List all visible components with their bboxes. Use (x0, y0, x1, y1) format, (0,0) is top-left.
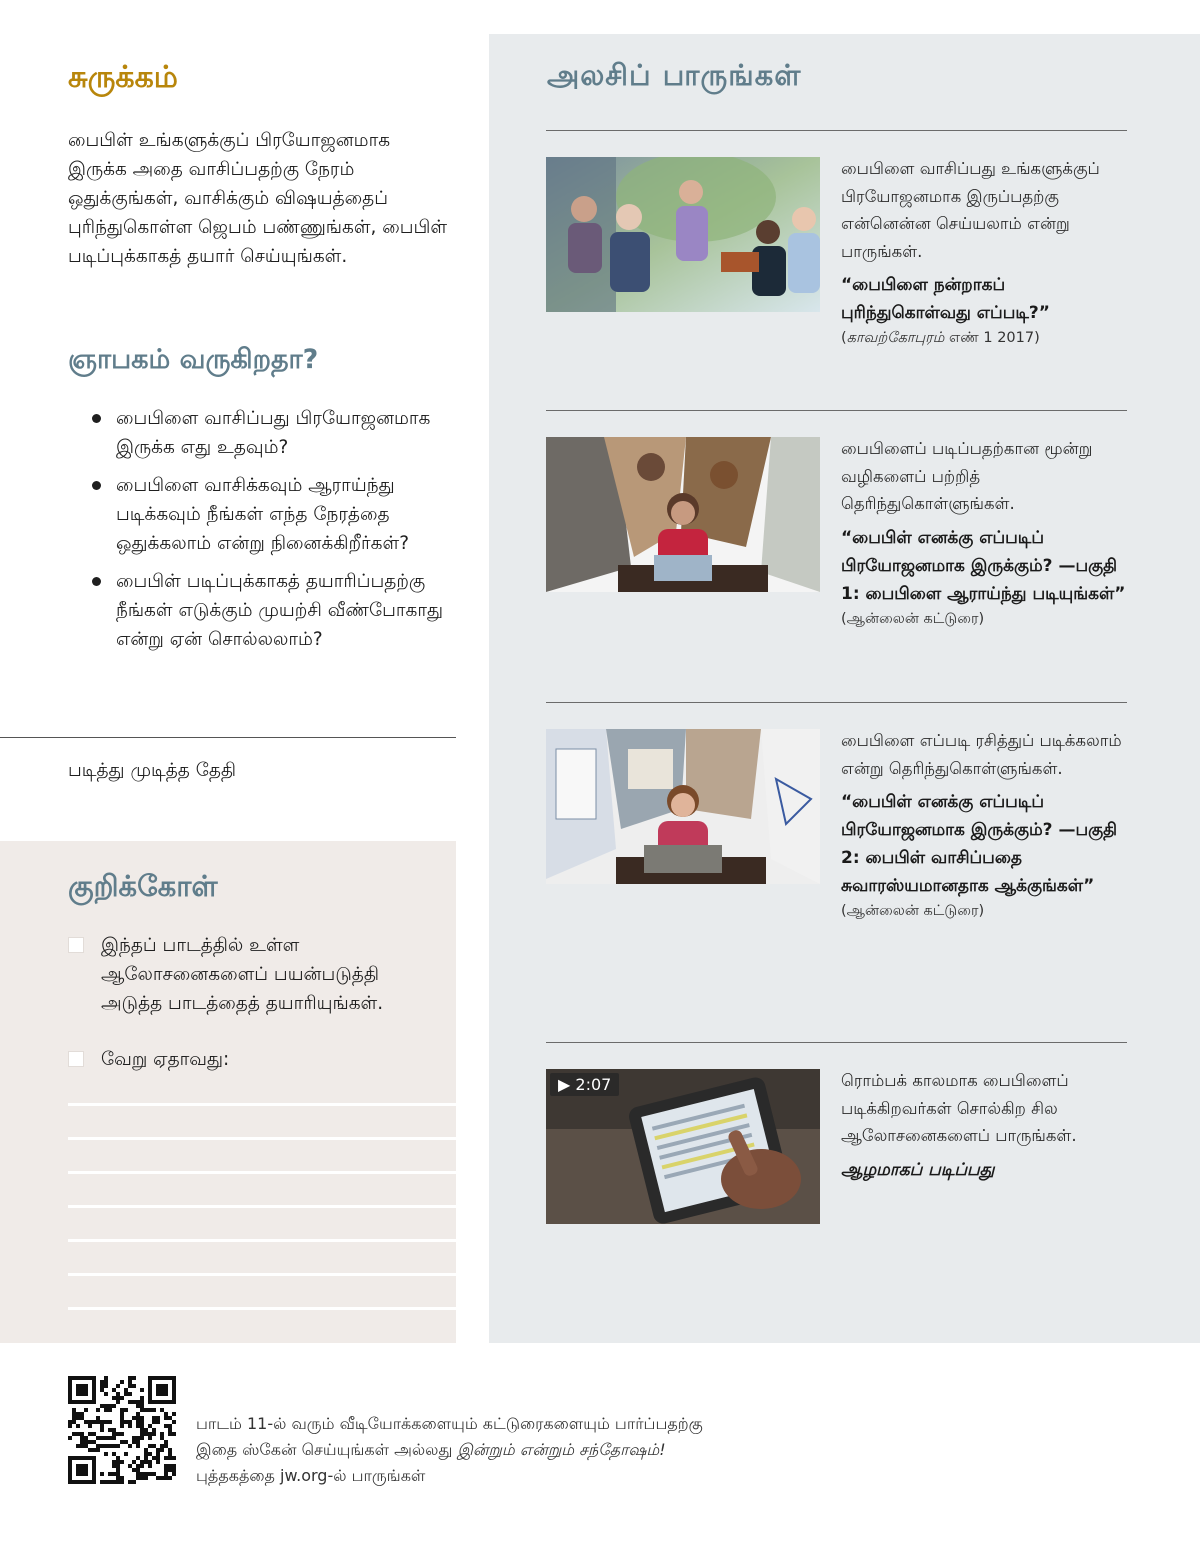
article-description: பைபிளை எப்படி ரசித்துப் படிக்கலாம் என்று தெரிந்துகொள்ளுங்கள். (841, 731, 1122, 778)
video-thumbnail[interactable] (546, 1069, 820, 1224)
video-link[interactable]: ஆழமாகப் படிப்பது (841, 1159, 995, 1180)
video-description: ரொம்பக் காலமாக பைபிளைப் படிக்கிறவர்கள் சொல்கிற சில ஆலோசனைகளைப் பாருங்கள். (841, 1071, 1077, 1145)
video-entry (841, 1067, 1131, 1184)
bullet-icon (92, 481, 101, 490)
goal-title: குறிக்கோள் (68, 869, 218, 903)
goal-item-text: வேறு ஏதாவது: (101, 1049, 230, 1070)
article-source: (ஆன்லைன் கட்டுரை) (841, 610, 985, 627)
goal-item (68, 931, 438, 1018)
goal-item-other (68, 1045, 438, 1074)
divider (546, 130, 1127, 131)
recall-item (90, 404, 460, 462)
write-in-line[interactable] (68, 1103, 456, 1106)
bullet-icon (92, 577, 101, 586)
recall-item-text: பைபிள் படிப்புக்காகத் தயாரிப்பதற்கு நீங்கள் எடுக்கும் முயற்சி வீண்போகாது என்று ஏன் சொல்லலாம்? (116, 571, 444, 650)
write-in-line[interactable] (68, 1205, 456, 1208)
completion-date-label[interactable]: படித்து முடித்த தேதி (68, 760, 237, 781)
goal-checkbox[interactable] (68, 1051, 84, 1067)
write-in-line[interactable] (68, 1171, 456, 1174)
explore-panel (489, 34, 1200, 1343)
explore-title: அலசிப் பாருங்கள் (547, 58, 802, 92)
book-title: இன்றும் என்றும் சந்தோஷம்! (457, 1440, 666, 1459)
recall-item-text: பைபிளை வாசிப்பது பிரயோஜனமாக இருக்க எது உதவும்? (116, 408, 431, 458)
article-description: பைபிளைப் படிப்பதற்கான மூன்று வழிகளைப் பற்றித் தெரிந்துகொள்ளுங்கள். (841, 439, 1093, 513)
article-link[interactable]: “பைபிளை நன்றாகப் புரிந்துகொள்வது எப்படி?” (841, 275, 1050, 323)
article-link[interactable]: “பைபிள் எனக்கு எப்படிப் பிரயோஜனமாக இருக்கும்? —பகுதி 1: பைபிளை ஆராய்ந்து படியுங்கள்” (841, 527, 1126, 604)
footer-text-part2: புத்தகத்தை jw.org-ல் பாருங்கள் (196, 1466, 426, 1485)
write-in-line[interactable] (68, 1273, 456, 1276)
write-in-line[interactable] (68, 1239, 456, 1242)
video-duration-badge: ▶ 2:07 (550, 1073, 619, 1096)
article-entry (841, 435, 1131, 630)
qr-code[interactable] (68, 1376, 176, 1484)
divider (546, 1042, 1127, 1043)
divider (546, 410, 1127, 411)
recall-item-text: பைபிளை வாசிக்கவும் ஆராய்ந்து படிக்கவும் நீங்கள் எந்த நேரத்தை ஒதுக்கலாம் என்று நினைக்கிறீர்கள்? (116, 475, 410, 554)
article-entry (841, 155, 1131, 349)
write-in-line[interactable] (68, 1307, 456, 1310)
article-source: (காவற்கோபுரம் எண் 1 2017) (841, 330, 1040, 346)
article-entry (841, 727, 1131, 922)
publication-title: காவற்கோபுரம் (846, 330, 945, 346)
summary-text: பைபிள் உங்களுக்குப் பிரயோஜனமாக இருக்க அதை வாசிப்பதற்கு நேரம் ஒதுக்குங்கள், வாசிக்கும் விஷயத்தைப் புரிந்துகொள்ள ஜெபம் பண்ணுங்கள், பைபிள் படிப்புக்காகத் தயார் செய்யுங்கள். (68, 130, 448, 267)
recall-item (90, 567, 460, 654)
article-thumbnail[interactable] (546, 729, 820, 884)
article-source: (ஆன்லைன் கட்டுரை) (841, 903, 985, 919)
divider (546, 702, 1127, 703)
article-link[interactable]: “பைபிள் எனக்கு எப்படிப் பிரயோஜனமாக இருக்கும்? —பகுதி 2: பைபிள் வாசிப்பதை சுவாரஸ்யமானதாக ஆக்குங்கள்” (841, 792, 1118, 896)
footer-text (196, 1411, 716, 1489)
goal-panel (0, 841, 456, 1343)
goal-item-text: இந்தப் பாடத்தில் உள்ள ஆலோசனைகளைப் பயன்படுத்தி அடுத்த பாடத்தைத் தயாரியுங்கள். (101, 935, 384, 1014)
recall-title: ஞாபகம் வருகிறதா? (68, 344, 319, 375)
goal-checkbox[interactable] (68, 937, 84, 953)
bullet-icon (92, 414, 101, 423)
recall-item (90, 471, 460, 558)
summary-title: சுருக்கம் (68, 60, 178, 95)
article-thumbnail[interactable] (546, 437, 820, 592)
footer-text-part1: பாடம் 11-ல் வரும் வீடியோக்களையும் கட்டுரைகளையும் பார்ப்பதற்கு இதை ஸ்கேன் செய்யுங்கள் அல்லது (196, 1414, 703, 1459)
article-description: பைபிளை வாசிப்பது உங்களுக்குப் பிரயோஜனமாக இருப்பதற்கு என்னென்ன செய்யலாம் என்று பாருங்கள். (841, 159, 1100, 261)
article-thumbnail[interactable] (546, 157, 820, 312)
write-in-line[interactable] (68, 1137, 456, 1140)
divider (0, 737, 456, 738)
publication-issue: எண் 1 2017) (944, 330, 1040, 346)
recall-list (90, 404, 460, 663)
